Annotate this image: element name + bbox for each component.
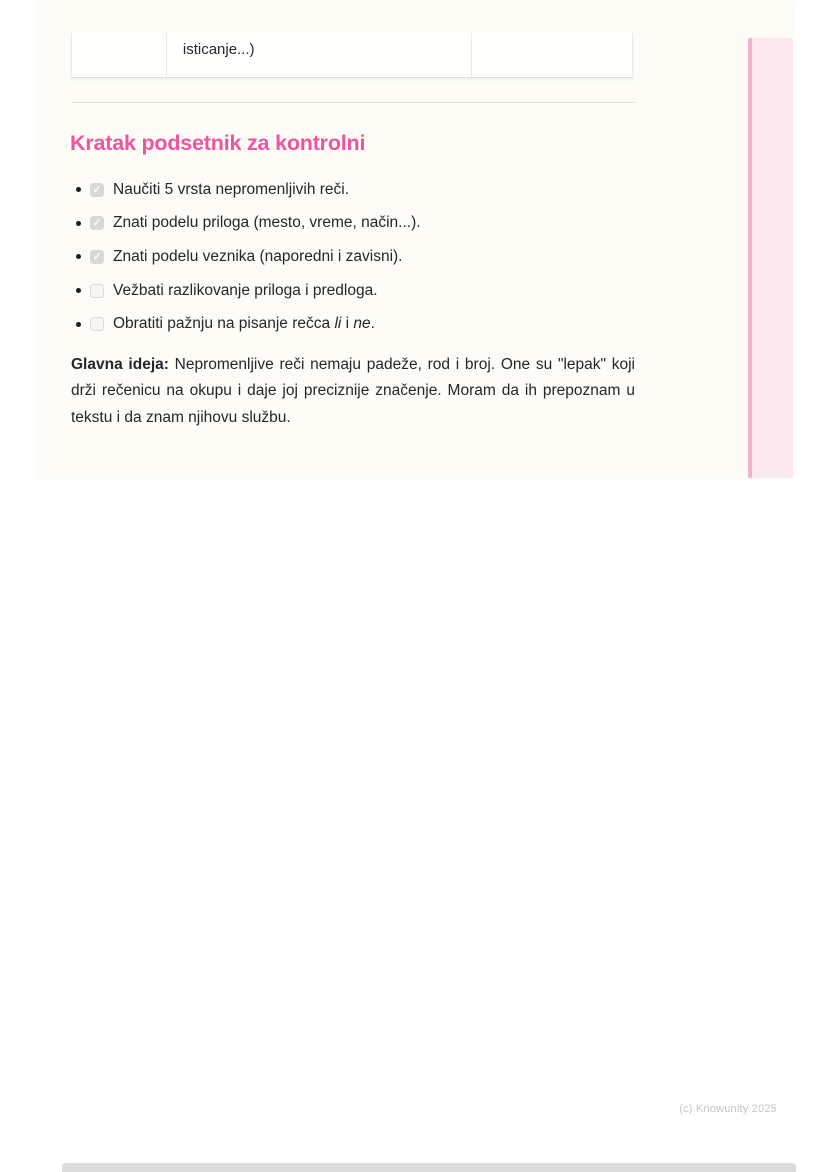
- checklist-item: [71, 240, 635, 274]
- checklist-item-label: Vežbati razlikovanje priloga i predloga.: [113, 281, 378, 299]
- checklist-item: [71, 207, 635, 241]
- section-heading: Kratak podsetnik za kontrolni: [70, 131, 366, 155]
- checkbox-unchecked-icon[interactable]: [90, 317, 104, 331]
- horizontal-divider: [71, 102, 635, 103]
- copyright-footer: (c) Knowunity 2025: [679, 1103, 777, 1115]
- checklist: [71, 173, 635, 341]
- checklist-item: [71, 173, 635, 207]
- bullet-icon: [76, 322, 81, 327]
- bullet-icon: [76, 221, 81, 226]
- checkbox-checked-icon[interactable]: [90, 183, 104, 197]
- checklist-item-label: Znati podelu veznika (naporedni i zavisni).: [113, 247, 403, 265]
- bullet-icon: [76, 254, 81, 259]
- main-idea-paragraph: [71, 352, 635, 431]
- bullet-icon: [76, 187, 81, 192]
- main-idea-lead: Glavna ideja:: [71, 356, 169, 373]
- checkbox-checked-icon[interactable]: [90, 216, 104, 230]
- checkbox-unchecked-icon[interactable]: [90, 284, 104, 298]
- checklist-item-label: Znati podelu priloga (mesto, vreme, način...).: [113, 214, 421, 232]
- checklist-item: [71, 274, 635, 308]
- margin-accent-bar: [748, 38, 793, 478]
- table-row: [71, 33, 633, 78]
- table-cell-isticanje: isticanje...): [167, 33, 472, 77]
- table-fragment: [71, 0, 633, 78]
- bullet-icon: [76, 288, 81, 293]
- checklist-item-label: Naučiti 5 vrsta nepromenljivih reči.: [113, 180, 350, 198]
- table-cell-empty-right: [472, 33, 632, 77]
- checklist-item: [71, 307, 635, 341]
- main-idea-body: Nepromenljive reči nemaju padeže, rod i broj. One su "lepak" koji drži rečenicu na okupu i daje joj preciznije značenje. Moram da ih prepoznam u tekstu i da znam njihovu službu.: [71, 356, 635, 426]
- checklist-item-label: Obratiti pažnju na pisanje rečca li i ne.: [113, 315, 375, 333]
- checkbox-checked-icon[interactable]: [90, 250, 104, 264]
- table-cell-empty-left: [72, 33, 167, 77]
